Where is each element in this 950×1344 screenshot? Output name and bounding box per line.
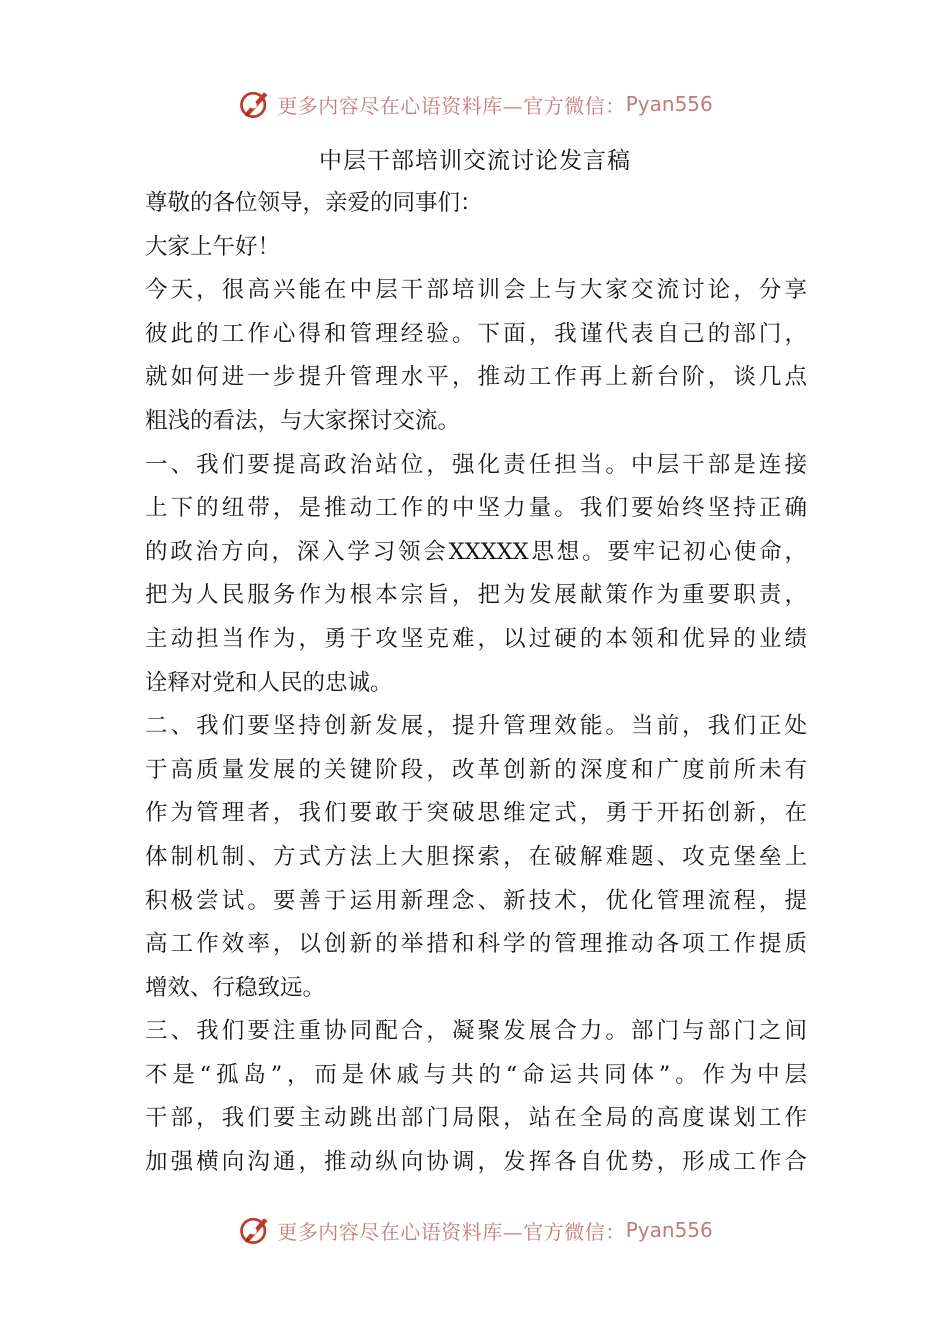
text-line: 加强横向沟通，推动纵向协调，发挥各自优势，形成工作合 — [145, 1149, 807, 1176]
watermark-wechat-id: Pyan556 — [625, 1218, 713, 1242]
watermark-text: 更多内容尽在心语资料库—官方微信： — [277, 93, 626, 118]
watermark-wechat-id: Pyan556 — [625, 92, 713, 116]
text-line: 粗浅的看法，与大家探讨交流。 — [145, 407, 461, 434]
text-line: 把为人民服务作为根本宗旨，把为发展献策作为重要职责， — [145, 582, 807, 609]
text-line: 干部，我们要主动跳出部门局限，站在全局的高度谋划工作 — [145, 1105, 807, 1132]
text-line: 二、我们要坚持创新发展，提升管理效能。当前，我们正处 — [145, 713, 807, 740]
watermark-banner-bottom — [0, 1210, 950, 1250]
text-line: 增效、行稳致远。 — [145, 974, 326, 1001]
watermark-banner-top — [0, 84, 950, 124]
text-line: 彼此的工作心得和管理经验。下面，我谨代表自己的部门， — [145, 320, 807, 347]
text-line: 积极尝试。要善于运用新理念、新技术，优化管理流程，提 — [145, 887, 807, 914]
text-line: 一、我们要提高政治站位，强化责任担当。中层干部是连接 — [145, 451, 807, 478]
text-line: 的政治方向，深入学习领会XXXXX思想。要牢记初心使命， — [145, 538, 807, 565]
text-line: 主动担当作为，勇于攻坚克难，以过硬的本领和优异的业绩 — [145, 625, 807, 652]
document-title: 中层干部培训交流讨论发言稿 — [319, 148, 631, 174]
text-line: 三、我们要注重协同配合，凝聚发展合力。部门与部门之间 — [145, 1018, 807, 1045]
pen-logo-icon — [237, 86, 273, 122]
text-line: 高工作效率，以创新的举措和科学的管理推动各项工作提质 — [145, 931, 807, 958]
text-line: 体制机制、方式方法上大胆探索，在破解难题、攻克堡垒上 — [145, 843, 807, 870]
text-line: 今天，很高兴能在中层干部培训会上与大家交流讨论，分享 — [145, 277, 807, 304]
text-line: 诠释对党和人民的忠诚。 — [145, 669, 393, 696]
text-line: 于高质量发展的关键阶段，改革创新的深度和广度前所未有 — [145, 756, 807, 783]
text-line: 尊敬的各位领导，亲爱的同事们： — [145, 190, 483, 216]
text-line: 作为管理者，我们要敢于突破思维定式，勇于开拓创新，在 — [145, 800, 807, 827]
pen-logo-icon — [237, 1212, 273, 1248]
text-line: 就如何进一步提升管理水平，推动工作再上新台阶，谈几点 — [145, 364, 807, 391]
watermark-text: 更多内容尽在心语资料库—官方微信： — [277, 1219, 626, 1244]
text-line: 不是“孤岛”，而是休戚与共的“命运共同体”。作为中层 — [145, 1061, 807, 1088]
text-line: 上下的纽带，是推动工作的中坚力量。我们要始终坚持正确 — [145, 495, 807, 522]
text-line: 大家上午好！ — [145, 233, 281, 260]
document-body — [145, 182, 807, 1185]
